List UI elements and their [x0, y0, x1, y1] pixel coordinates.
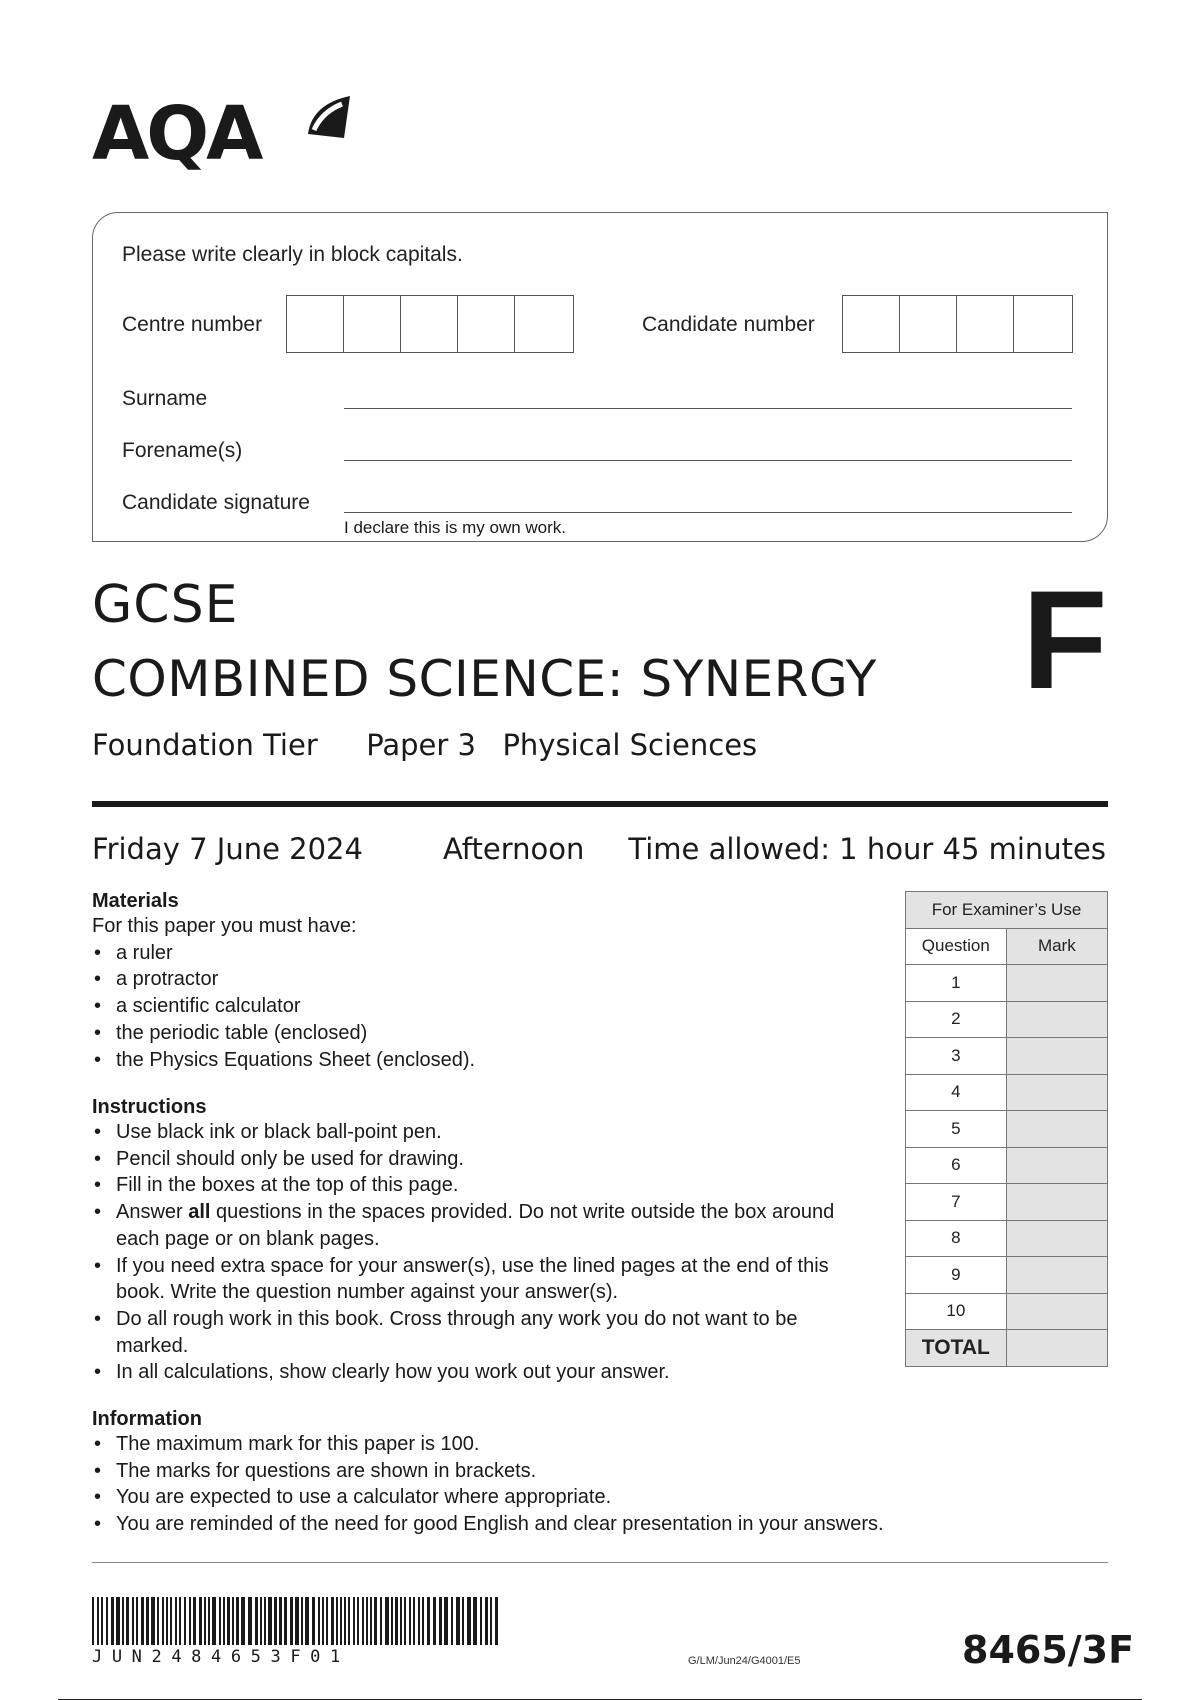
- tier-paper-line: [92, 728, 757, 762]
- exam-date: Friday 7 June 2024: [92, 832, 363, 866]
- centre-number-label: Centre number: [122, 313, 263, 336]
- mark-cell: [1006, 1038, 1107, 1075]
- barcode-bar: [305, 1597, 309, 1645]
- mark-cell: [1006, 1147, 1107, 1184]
- question-number: 7: [906, 1184, 1007, 1221]
- barcode-bar: [485, 1597, 488, 1645]
- materials-item: • a scientific calculator: [92, 993, 892, 1020]
- instruction-text: Answer: [116, 1201, 189, 1224]
- materials-heading: Materials: [92, 890, 179, 912]
- instruction-emphasis: all: [188, 1201, 211, 1224]
- candidate-number-boxes[interactable]: [842, 295, 1073, 353]
- centre-number-boxes[interactable]: [286, 295, 574, 353]
- barcode-bar: [236, 1597, 239, 1645]
- instruction-item: • Use black ink or black ball-point pen.: [92, 1119, 882, 1146]
- instructions-section: [92, 1096, 892, 1386]
- barcode-bar: [357, 1597, 359, 1645]
- surname-label: Surname: [122, 387, 208, 410]
- materials-section: [92, 890, 892, 1073]
- barcode-bar: [204, 1597, 206, 1645]
- barcode-bar: [444, 1597, 448, 1645]
- barcode-bar: [157, 1597, 159, 1645]
- barcode-bar: [413, 1597, 415, 1645]
- centre-digit-box[interactable]: [458, 296, 515, 352]
- barcode-bar: [146, 1597, 149, 1645]
- barcode-bar: [344, 1597, 346, 1645]
- block-capitals-instruction: Please write clearly in block capitals.: [122, 243, 463, 266]
- information-heading: Information: [92, 1408, 202, 1430]
- barcode-bar: [480, 1597, 482, 1645]
- barcode-bar: [418, 1597, 420, 1645]
- logo-text: AQA: [92, 91, 261, 177]
- centre-digit-box[interactable]: [287, 296, 344, 352]
- signature-line[interactable]: [344, 512, 1072, 513]
- barcode-bar: [336, 1597, 338, 1645]
- barcode-bar: [260, 1597, 262, 1645]
- centre-digit-box[interactable]: [515, 296, 572, 352]
- barcode-bar: [227, 1597, 230, 1645]
- barcode-bar: [295, 1597, 299, 1645]
- barcode-bar: [184, 1597, 186, 1645]
- barcode-bar: [212, 1597, 216, 1645]
- barcode-bar: [279, 1597, 282, 1645]
- barcode-bar: [326, 1597, 328, 1645]
- instructions-heading: Instructions: [92, 1096, 207, 1118]
- barcode-bar: [380, 1597, 382, 1645]
- barcode-bar: [312, 1597, 315, 1645]
- barcode-bar: [264, 1597, 266, 1645]
- mark-cell: [1006, 1184, 1107, 1221]
- barcode-bar: [370, 1597, 372, 1645]
- question-number: 4: [906, 1074, 1007, 1111]
- instruction-item: • Pencil should only be used for drawing.: [92, 1146, 882, 1173]
- barcode-bar: [255, 1597, 258, 1645]
- barcode-bar: [462, 1597, 464, 1645]
- question-number: 5: [906, 1111, 1007, 1148]
- title-divider: [92, 801, 1108, 807]
- information-item: • You are reminded of the need for good English and clear presentation in your answers.: [92, 1511, 1102, 1538]
- declaration-text: I declare this is my own work.: [344, 518, 567, 537]
- candidate-digit-box[interactable]: [900, 296, 957, 352]
- barcode-bar: [348, 1597, 350, 1645]
- paper-title: Physical Sciences: [502, 728, 758, 762]
- barcode-bar: [162, 1597, 164, 1645]
- exam-session: Afternoon: [443, 832, 585, 866]
- question-column-header: Question: [906, 928, 1007, 965]
- barcode-bar: [495, 1597, 498, 1645]
- materials-intro: For this paper you must have:: [92, 915, 357, 937]
- barcode-bar: [318, 1597, 320, 1645]
- barcode-bar: [166, 1597, 168, 1645]
- barcode-bar: [353, 1597, 355, 1645]
- barcode-bar: [374, 1597, 377, 1645]
- barcode-bar: [136, 1597, 138, 1645]
- tier-letter: F: [1022, 561, 1108, 718]
- barcode-bar: [101, 1597, 103, 1645]
- mark-cell: [1006, 1220, 1107, 1257]
- barcode-bar: [189, 1597, 191, 1645]
- materials-item: • a ruler: [92, 940, 892, 967]
- subject-title: COMBINED SCIENCE: SYNERGY: [92, 650, 877, 708]
- barcode-image: [92, 1597, 502, 1645]
- barcode-bar: [301, 1597, 303, 1645]
- barcode-bar: [199, 1597, 202, 1645]
- barcode-bar: [175, 1597, 177, 1645]
- barcode-bar: [467, 1597, 471, 1645]
- barcode-bar: [284, 1597, 287, 1645]
- information-item: • The maximum mark for this paper is 100.: [92, 1431, 1102, 1458]
- barcode-bar: [248, 1597, 252, 1645]
- paper-code: 8465/3F: [962, 1628, 1135, 1672]
- barcode-bar: [451, 1597, 453, 1645]
- mark-column-header: Mark: [1006, 928, 1107, 965]
- reference-code: G/LM/Jun24/G4001/E5: [688, 1655, 801, 1667]
- mark-cell: [1006, 1111, 1107, 1148]
- aqa-leaf-icon: [300, 90, 354, 144]
- barcode-bar: [232, 1597, 234, 1645]
- instruction-text: questions in the spaces provided. Do not write outside the box around each page or on blank pages.: [116, 1201, 835, 1250]
- barcode-bar: [223, 1597, 225, 1645]
- forename-label: Forename(s): [122, 439, 243, 462]
- barcode-bar: [340, 1597, 342, 1645]
- materials-item: • the Physics Equations Sheet (enclosed).: [92, 1047, 892, 1074]
- barcode-bar: [409, 1597, 411, 1645]
- barcode-bar: [473, 1597, 477, 1645]
- barcode-bar: [290, 1597, 293, 1645]
- paper-number: Paper 3: [366, 728, 476, 762]
- barcode-bar: [208, 1597, 210, 1645]
- centre-digit-box[interactable]: [344, 296, 401, 352]
- question-number: 1: [906, 965, 1007, 1002]
- materials-item: • the periodic table (enclosed): [92, 1020, 892, 1047]
- barcode-bar: [193, 1597, 196, 1645]
- candidate-digit-box[interactable]: [957, 296, 1014, 352]
- barcode-bar: [274, 1597, 277, 1645]
- materials-item: • a protractor: [92, 966, 892, 993]
- barcode-bar: [179, 1597, 181, 1645]
- total-mark-cell: [1006, 1330, 1107, 1367]
- candidate-digit-box[interactable]: [843, 296, 900, 352]
- mark-cell: [1006, 1293, 1107, 1330]
- barcode-bar: [97, 1597, 99, 1645]
- barcode-bar: [400, 1597, 402, 1645]
- signature-label: Candidate signature: [122, 491, 310, 514]
- instruction-item: • Do all rough work in this book. Cross through any work you do not want to be marked.: [92, 1306, 846, 1359]
- question-number: 2: [906, 1001, 1007, 1038]
- barcode-text: JUN2484653F01: [92, 1647, 350, 1667]
- barcode-bar: [219, 1597, 221, 1645]
- barcode-bar: [122, 1597, 124, 1645]
- question-number: 3: [906, 1038, 1007, 1075]
- barcode-bar: [241, 1597, 245, 1645]
- question-number: 10: [906, 1293, 1007, 1330]
- barcode-bar: [170, 1597, 172, 1645]
- barcode-bar: [391, 1597, 393, 1645]
- candidate-digit-box[interactable]: [1014, 296, 1071, 352]
- tier-name: Foundation Tier: [92, 728, 318, 762]
- qualification-title: GCSE: [92, 575, 239, 635]
- mark-cell: [1006, 965, 1107, 1002]
- instruction-item: • Fill in the boxes at the top of this page.: [92, 1172, 882, 1199]
- information-item: • You are expected to use a calculator where appropriate.: [92, 1484, 1102, 1511]
- barcode-bar: [92, 1597, 94, 1645]
- barcode-bar: [456, 1597, 460, 1645]
- mark-cell: [1006, 1074, 1107, 1111]
- barcode-bar: [404, 1597, 406, 1645]
- examiner-table-title: For Examiner’s Use: [906, 892, 1108, 929]
- barcode-bar: [433, 1597, 436, 1645]
- time-allowed: Time allowed: 1 hour 45 minutes: [628, 832, 1106, 866]
- barcode-bar: [490, 1597, 492, 1645]
- question-number: 9: [906, 1257, 1007, 1294]
- candidate-number-label: Candidate number: [642, 313, 815, 336]
- barcode-bar: [151, 1597, 155, 1645]
- mark-cell: [1006, 1001, 1107, 1038]
- barcode-bar: [422, 1597, 424, 1645]
- barcode-bar: [439, 1597, 442, 1645]
- barcode-bar: [322, 1597, 324, 1645]
- barcode-bar: [395, 1597, 398, 1645]
- footer-divider: [92, 1562, 1108, 1563]
- barcode-bar: [366, 1597, 368, 1645]
- question-number: 8: [906, 1220, 1007, 1257]
- barcode-bar: [106, 1597, 108, 1645]
- barcode-bar: [116, 1597, 120, 1645]
- question-number: 6: [906, 1147, 1007, 1184]
- barcode-bar: [126, 1597, 129, 1645]
- surname-line[interactable]: [344, 408, 1072, 409]
- instruction-item: • If you need extra space for your answer(s), use the lined pages at the end of this book. Write the question number against your answer(s).: [92, 1253, 881, 1306]
- barcode-bar: [132, 1597, 134, 1645]
- information-item: • The marks for questions are shown in brackets.: [92, 1458, 1102, 1485]
- barcode-bar: [362, 1597, 364, 1645]
- barcode-bar: [331, 1597, 334, 1645]
- barcode-bar: [111, 1597, 114, 1645]
- information-section: [92, 1408, 1102, 1538]
- examiner-use-table: [905, 891, 1108, 1367]
- instruction-item: • In all calculations, show clearly how you work out your answer.: [92, 1359, 882, 1386]
- forename-line[interactable]: [344, 460, 1072, 461]
- barcode-bar: [385, 1597, 389, 1645]
- centre-digit-box[interactable]: [401, 296, 458, 352]
- total-label: TOTAL: [906, 1330, 1007, 1367]
- barcode-bar: [427, 1597, 430, 1645]
- barcode-bar: [268, 1597, 272, 1645]
- instruction-item: [92, 1199, 861, 1252]
- barcode-bar: [141, 1597, 144, 1645]
- mark-cell: [1006, 1257, 1107, 1294]
